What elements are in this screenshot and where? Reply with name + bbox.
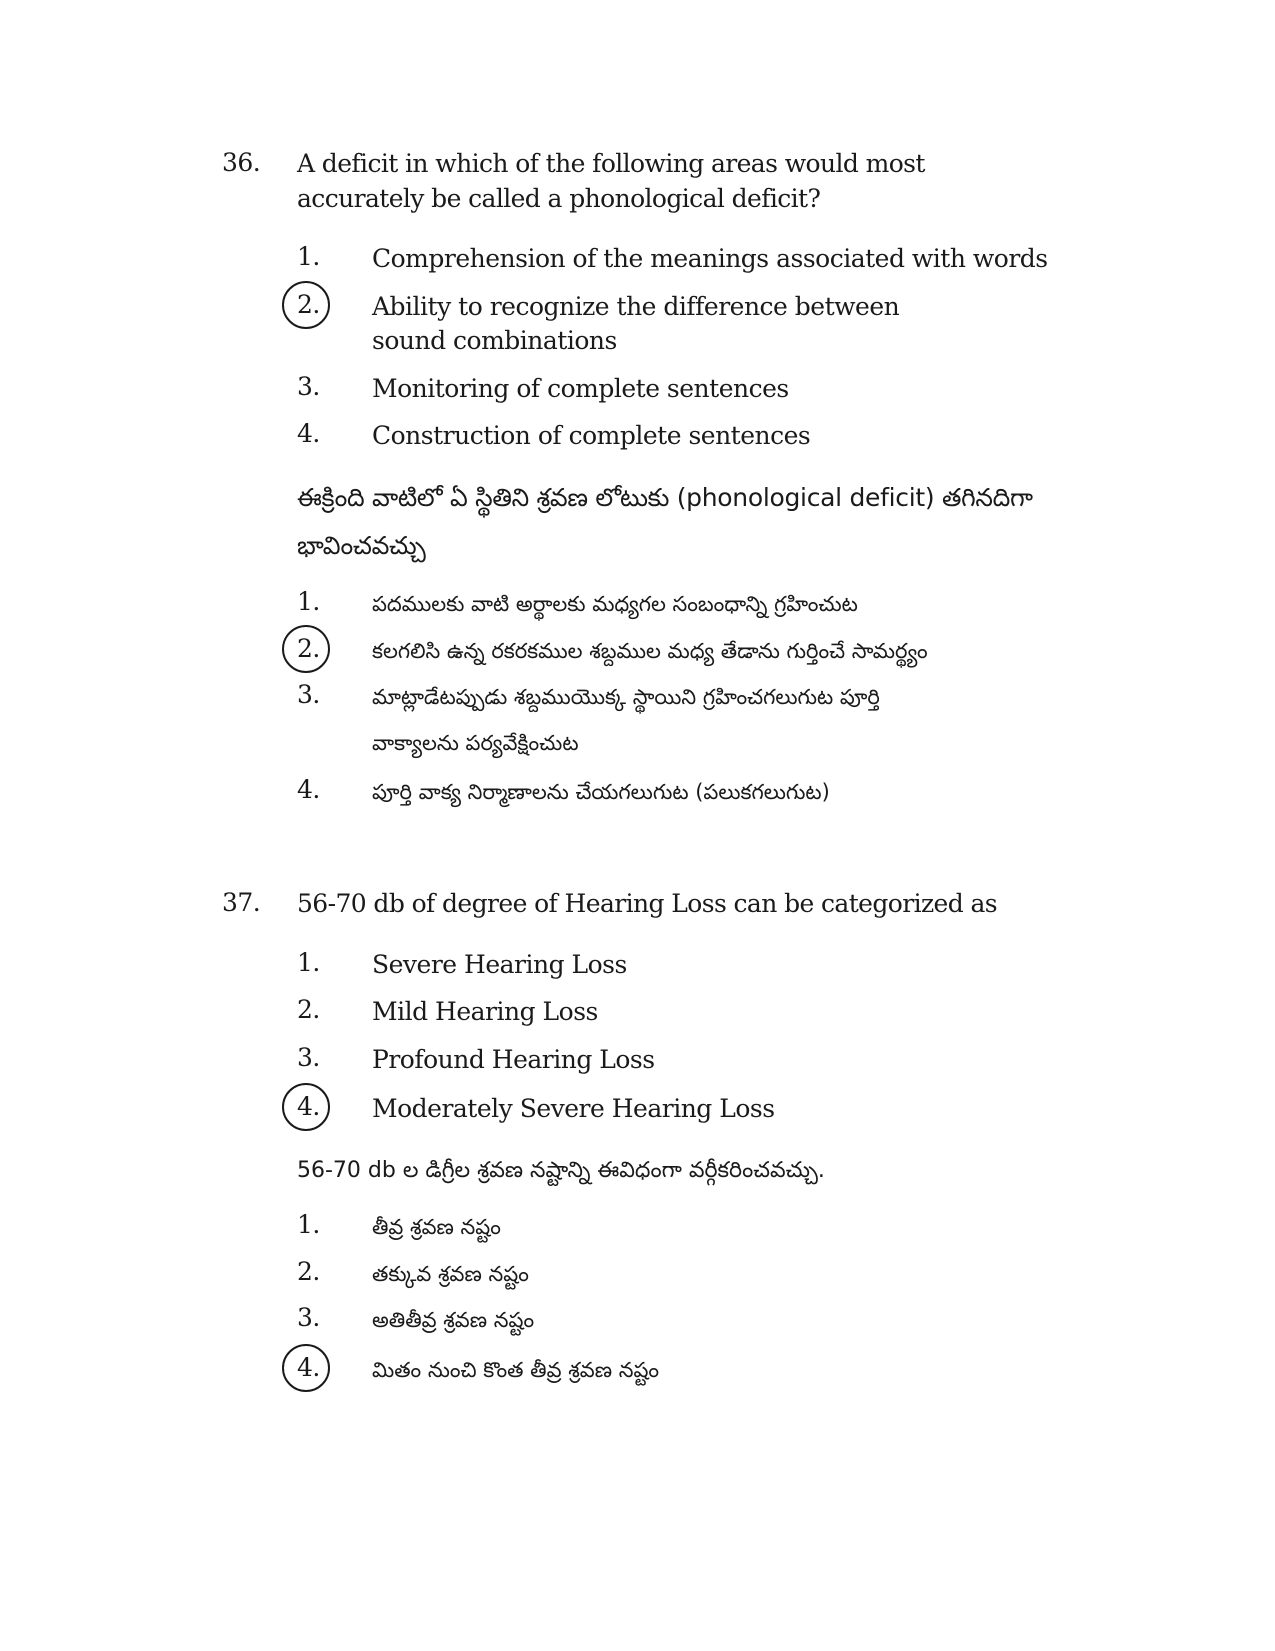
option-text: మాట్లాడేటప్పుడు శబ్దముయొక్క స్థాయిని గ్రహించగలుగుట పూర్తి వాక్యాలను పర్యవేక్షించుట bbox=[372, 685, 880, 755]
option-label: 3. bbox=[297, 1043, 320, 1072]
option-label: 3. bbox=[297, 680, 320, 709]
option-text: పూర్తి వాక్య నిర్మాణాలను చేయగలుగుట (పలుకగలుగుట) bbox=[372, 780, 830, 804]
circled-answer-mark: 4. bbox=[297, 1353, 337, 1382]
question-number: 36. bbox=[222, 148, 261, 177]
option-text: Moderately Severe Hearing Loss bbox=[372, 1094, 775, 1123]
option-label: 1. bbox=[297, 587, 320, 616]
option-text: Construction of complete sentences bbox=[372, 421, 811, 450]
option-text: తక్కువ శ్రవణ నష్టం bbox=[372, 1262, 529, 1286]
option-text: Ability to recognize the difference between sound combinations bbox=[372, 292, 900, 355]
question-text-telugu bbox=[297, 1145, 1057, 1195]
option-text: Profound Hearing Loss bbox=[372, 1045, 655, 1074]
option-label: 2. bbox=[297, 1257, 320, 1286]
question-text-english: 56-70 db of degree of Hearing Loss can be categorized as bbox=[297, 889, 998, 918]
option-label: 1. bbox=[297, 242, 320, 271]
option-text: కలగలిసి ఉన్న రకరకముల శబ్దముల మధ్య తేడాను గుర్తించే సామర్థ్యం bbox=[372, 639, 928, 663]
option-label: 4. bbox=[297, 775, 320, 804]
option-text: తీవ్ర శ్రవణ నష్టం bbox=[372, 1215, 501, 1239]
question-text-english: A deficit in which of the following areas would most accurately be called a phonological deficit? bbox=[297, 149, 925, 213]
option-text: Mild Hearing Loss bbox=[372, 997, 598, 1026]
option-text: పదములకు వాటి అర్థాలకు మధ్యగల సంబంధాన్ని గ్రహించుట bbox=[372, 592, 858, 616]
option-text: Severe Hearing Loss bbox=[372, 950, 627, 979]
option-text: అతితీవ్ర శ్రవణ నష్టం bbox=[372, 1308, 535, 1332]
circled-answer-mark: 4. bbox=[297, 1092, 337, 1121]
option-text: మితం నుంచి కొంత తీవ్ర శ్రవణ నష్టం bbox=[372, 1358, 660, 1382]
question-number: 37. bbox=[222, 888, 261, 917]
option-label: 3. bbox=[297, 1303, 320, 1332]
option-label: 1. bbox=[297, 1210, 320, 1239]
option-text: Monitoring of complete sentences bbox=[372, 374, 789, 403]
circled-answer-mark: 2. bbox=[297, 634, 337, 663]
question-text-telugu: ఈక్రింది వాటిలో ఏ స్థితిని శ్రవణ లోటుకు (phonological deficit) తగినదిగా భావించవచ్చు bbox=[297, 483, 1033, 560]
option-label: 2. bbox=[297, 995, 320, 1024]
option-label: 1. bbox=[297, 948, 320, 977]
option-text: Comprehension of the meanings associated with words bbox=[372, 244, 1048, 273]
option-label: 4. bbox=[297, 419, 320, 448]
question-text-telugu-content: 56-70 db ల డిగ్రీల శ్రవణ నష్టాన్ని ఈవిధంగా వర్గీకరించవచ్చు. bbox=[297, 1158, 825, 1183]
circled-answer-mark: 2. bbox=[297, 290, 337, 319]
option-label: 3. bbox=[297, 372, 320, 401]
